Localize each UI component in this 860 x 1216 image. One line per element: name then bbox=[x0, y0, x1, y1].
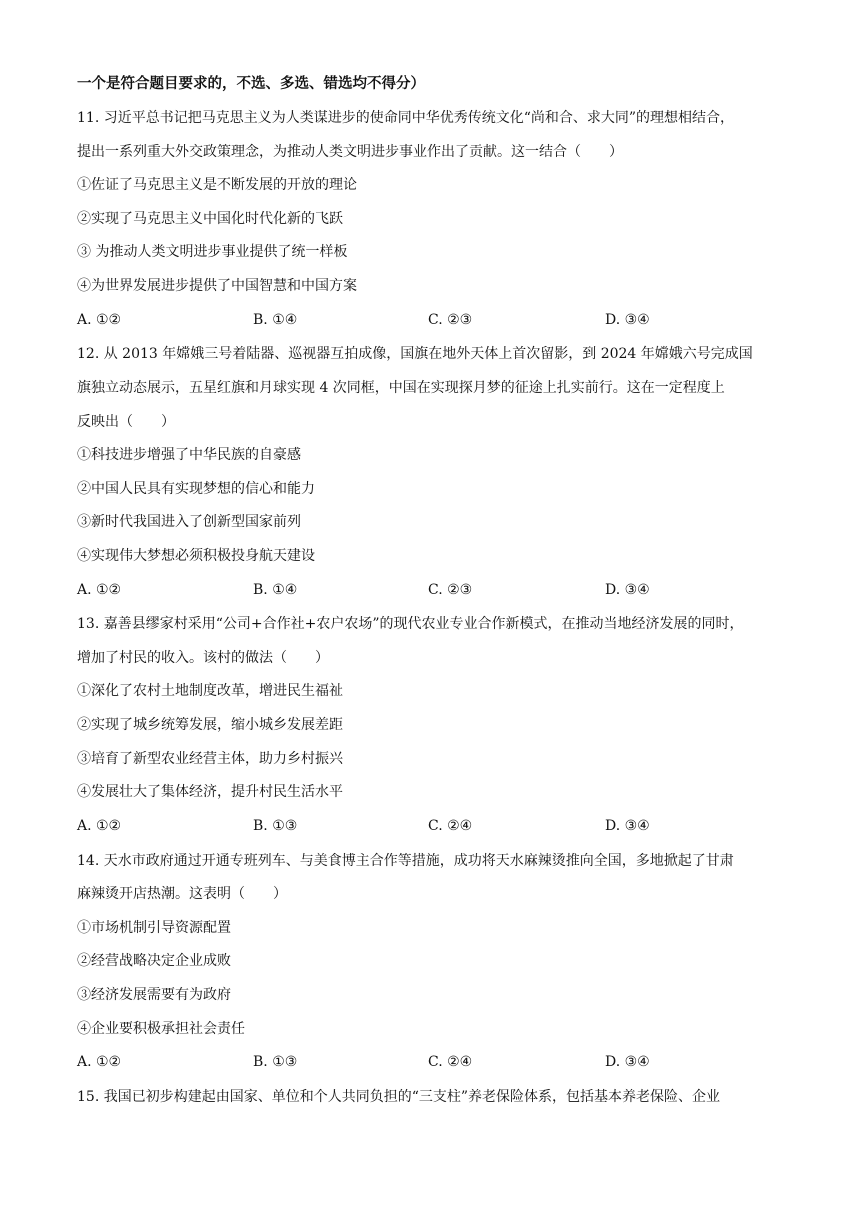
q13-choice-d: D. ③④ bbox=[605, 818, 650, 834]
q14-option-3: ③经济发展需要有为政府 bbox=[77, 987, 231, 1003]
q13-option-4: ④发展壮大了集体经济，提升村民生活水平 bbox=[77, 784, 343, 800]
q11-option-4: ④为世界发展进步提供了中国智慧和中国方案 bbox=[77, 278, 357, 294]
q14-option-1: ①市场机制引导资源配置 bbox=[77, 920, 231, 936]
q12-option-4: ④实现伟大梦想必须积极投身航天建设 bbox=[77, 548, 315, 564]
q14-choice-c: C. ②④ bbox=[428, 1054, 473, 1070]
q12-choice-b: B. ①④ bbox=[253, 582, 298, 598]
q11-stem-line-2: 提出一系列重大外交政策理念，为推动人类文明进步事业作出了贡献。这一结合（ ） bbox=[77, 144, 623, 160]
q13-option-1: ①深化了农村土地制度改革，增进民生福祉 bbox=[77, 683, 343, 699]
q14-choice-a: A. ①② bbox=[77, 1054, 122, 1070]
q14-stem-line-2: 麻辣烫开店热潮。这表明（ ） bbox=[77, 886, 287, 902]
q14-option-2: ②经营战略决定企业成败 bbox=[77, 953, 231, 969]
q12-stem-line-2: 旗独立动态展示，五星红旗和月球实现 4 次同框，中国在实现探月梦的征途上扎实前行。这在一定程度上 bbox=[77, 380, 725, 396]
q11-option-2: ②实现了马克思主义中国化时代化新的飞跃 bbox=[77, 211, 343, 227]
q13-stem-line-2: 增加了村民的收入。该村的做法（ ） bbox=[77, 650, 329, 666]
q13-option-2: ②实现了城乡统筹发展，缩小城乡发展差距 bbox=[77, 717, 343, 733]
q11-choice-d: D. ③④ bbox=[605, 312, 650, 328]
q11-option-3: ③ 为推动人类文明进步事业提供了统一样板 bbox=[77, 244, 348, 260]
q11-option-1: ①佐证了马克思主义是不断发展的开放的理论 bbox=[77, 177, 357, 193]
q11-choice-c: C. ②③ bbox=[428, 312, 473, 328]
q15-stem-line-1: 15. 我国已初步构建起由国家、单位和个人共同负担的“三支柱”养老保险体系，包括基本养老保险、企业 bbox=[77, 1089, 721, 1105]
q12-option-2: ②中国人民具有实现梦想的信心和能力 bbox=[77, 481, 315, 497]
q14-option-4: ④企业要积极承担社会责任 bbox=[77, 1021, 245, 1037]
q11-stem-line-1: 11. 习近平总书记把马克思主义为人类谋进步的使命同中华优秀传统文化“尚和合、求大同”的理想相结合， bbox=[77, 110, 735, 126]
q13-choice-a: A. ①② bbox=[77, 818, 122, 834]
q12-choice-c: C. ②③ bbox=[428, 582, 473, 598]
q14-stem-line-1: 14. 天水市政府通过开通专班列车、与美食博主合作等措施，成功将天水麻辣烫推向全国，多地掀起了甘肃 bbox=[77, 853, 734, 869]
q11-choice-b: B. ①④ bbox=[253, 312, 298, 328]
q12-option-1: ①科技进步增强了中华民族的自豪感 bbox=[77, 447, 301, 463]
q12-option-3: ③新时代我国进入了创新型国家前列 bbox=[77, 514, 301, 530]
q14-choice-b: B. ①③ bbox=[253, 1054, 298, 1070]
q12-choice-d: D. ③④ bbox=[605, 582, 650, 598]
q14-choice-d: D. ③④ bbox=[605, 1054, 650, 1070]
q11-choice-a: A. ①② bbox=[77, 312, 122, 328]
q13-choice-c: C. ②④ bbox=[428, 818, 473, 834]
q12-stem-line-1: 12. 从 2013 年嫦娥三号着陆器、巡视器互拍成像，国旗在地外天体上首次留影，到 2024 年嫦娥六号完成国 bbox=[77, 346, 753, 362]
q12-stem-line-3: 反映出（ ） bbox=[77, 414, 175, 430]
q13-choice-b: B. ①③ bbox=[253, 818, 298, 834]
q13-stem-line-1: 13. 嘉善县缪家村采用“公司+合作社+农户农场”的现代农业专业合作新模式，在推动当地经济发展的同时， bbox=[77, 616, 744, 632]
q13-option-3: ③培育了新型农业经营主体，助力乡村振兴 bbox=[77, 751, 343, 767]
q12-choice-a: A. ①② bbox=[77, 582, 122, 598]
section-instruction: 一个是符合题目要求的，不选、多选、错选均不得分） bbox=[77, 76, 425, 92]
